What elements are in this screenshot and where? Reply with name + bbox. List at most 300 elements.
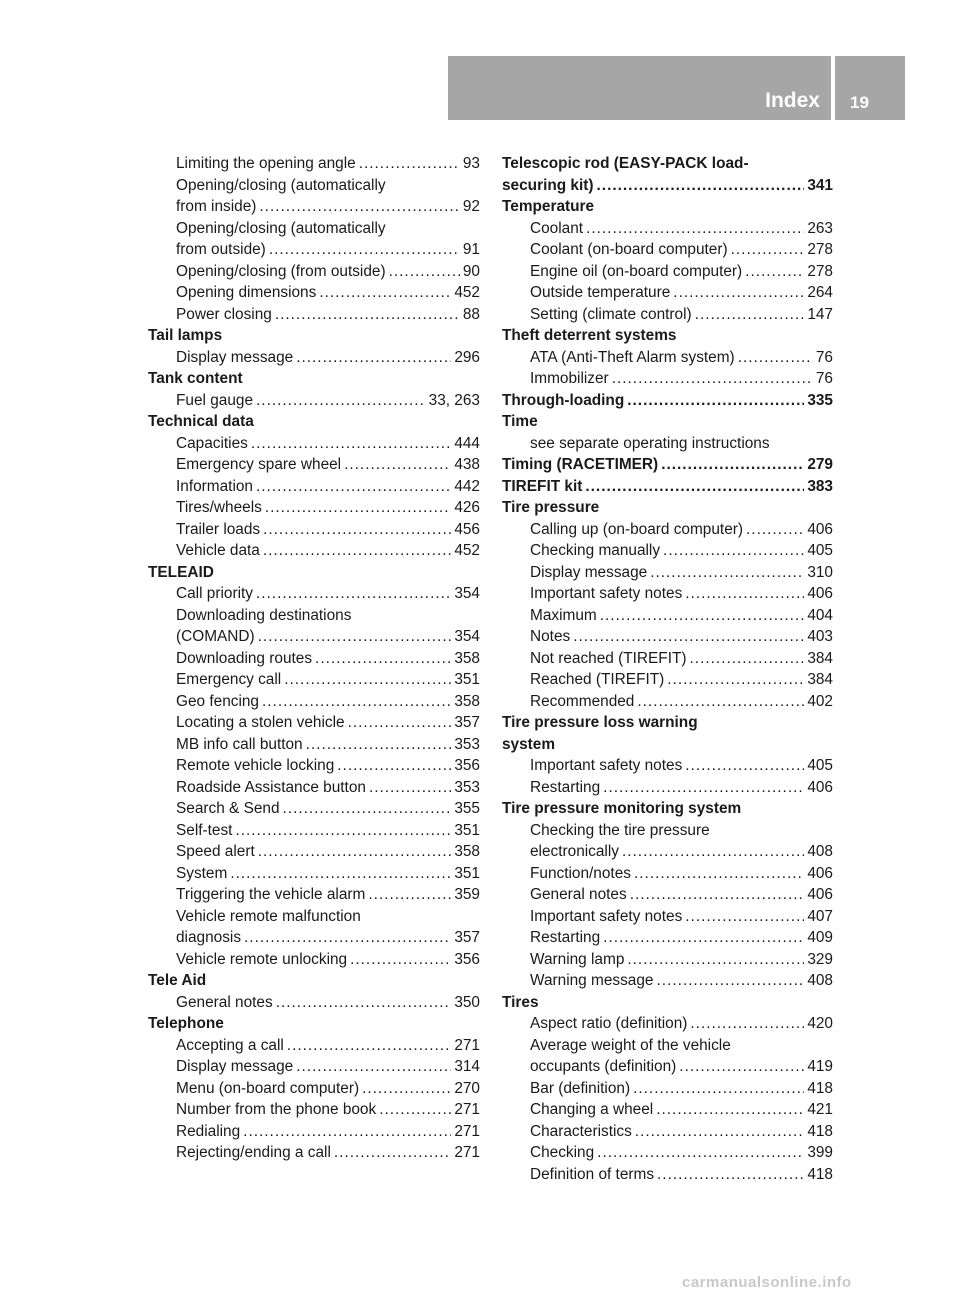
entry-text: Rejecting/ending a call xyxy=(176,1144,331,1161)
entry-text: Vehicle remote malfunction xyxy=(176,907,361,925)
page-reference[interactable]: 357 xyxy=(454,714,480,731)
index-entry xyxy=(502,755,833,777)
index-entry xyxy=(502,605,833,627)
index-entry xyxy=(148,476,480,498)
index-title: Index xyxy=(765,89,820,112)
entry-text: General notes xyxy=(530,886,627,903)
page-reference[interactable]: 406 xyxy=(807,520,833,538)
dot-leader xyxy=(661,454,804,476)
dot-leader xyxy=(685,583,804,605)
index-entry xyxy=(502,777,833,799)
entry-text: Timing (RACETIMER) xyxy=(502,456,659,473)
entry-text: Display message xyxy=(530,563,648,581)
dot-leader xyxy=(235,820,451,842)
entry-text: Limiting the opening angle xyxy=(176,155,356,172)
index-entry xyxy=(502,583,833,605)
index-entry xyxy=(502,1121,833,1143)
entry-text: Technical data xyxy=(148,413,254,430)
dot-leader xyxy=(635,1121,805,1143)
page-reference[interactable]: 407 xyxy=(807,907,833,925)
page-reference[interactable]: 356 xyxy=(454,950,480,968)
entry-text: Telescopic rod (EASY-PACK load- xyxy=(502,155,749,172)
dot-leader xyxy=(597,175,805,197)
index-entry xyxy=(502,261,833,283)
dot-leader xyxy=(263,540,451,562)
entry-text: Downloading destinations xyxy=(176,606,352,624)
entry-text: Downloading routes xyxy=(176,649,313,667)
dot-leader xyxy=(306,734,452,756)
dot-leader xyxy=(634,863,804,885)
page-reference[interactable]: 418 xyxy=(807,1122,833,1140)
index-entry xyxy=(148,282,480,304)
page-reference[interactable]: 354 xyxy=(454,628,480,645)
index-entry xyxy=(148,454,480,476)
page-reference[interactable]: 358 xyxy=(454,692,480,710)
dot-leader xyxy=(348,712,452,734)
dot-leader xyxy=(695,304,805,326)
page-reference[interactable]: 310 xyxy=(807,563,833,581)
page-reference[interactable]: 358 xyxy=(454,843,480,860)
entry-text: Important safety notes xyxy=(530,585,683,602)
index-heading xyxy=(502,411,833,433)
dot-leader xyxy=(600,605,805,627)
entry-text: Tire pressure monitoring system xyxy=(502,800,742,817)
dot-leader xyxy=(362,1078,451,1100)
entry-text: General notes xyxy=(176,993,273,1011)
entry-text: Self-test xyxy=(176,821,233,839)
page-reference[interactable]: 314 xyxy=(454,1058,480,1075)
index-entry xyxy=(148,1035,480,1057)
page-reference[interactable]: 271 xyxy=(454,1122,480,1140)
dot-leader xyxy=(603,927,804,949)
dot-leader xyxy=(256,390,426,412)
page-reference[interactable]: 406 xyxy=(807,864,833,882)
page-reference[interactable]: 408 xyxy=(807,972,833,989)
index-entry xyxy=(148,1142,480,1164)
index-column-left xyxy=(148,153,480,1164)
index-entry xyxy=(148,175,480,197)
page-reference[interactable]: 404 xyxy=(807,606,833,624)
entry-text: Outside temperature xyxy=(530,284,671,301)
page-reference[interactable]: 405 xyxy=(807,757,833,774)
index-entry xyxy=(148,712,480,734)
dot-leader xyxy=(586,218,804,240)
entry-text: Temperature xyxy=(502,198,595,215)
index-entry xyxy=(148,196,480,218)
dot-leader xyxy=(259,196,459,218)
page-reference[interactable]: 419 xyxy=(807,1058,833,1075)
index-entry xyxy=(502,1142,833,1164)
index-entry xyxy=(502,1099,833,1121)
page-reference[interactable]: 33, 263 xyxy=(428,391,480,409)
dot-leader xyxy=(679,1056,804,1078)
page-reference[interactable]: 438 xyxy=(454,456,480,473)
dot-leader xyxy=(359,153,460,175)
index-entry xyxy=(502,820,833,842)
entry-text: Roadside Assistance button xyxy=(176,778,366,796)
entry-text: Characteristics xyxy=(530,1122,632,1140)
entry-text: TELEAID xyxy=(148,563,214,581)
index-entry xyxy=(502,1164,833,1186)
entry-text: Geo fencing xyxy=(176,692,259,710)
entry-text: MB info call button xyxy=(176,735,303,753)
index-entry xyxy=(148,1121,480,1143)
page-reference[interactable]: 357 xyxy=(454,929,480,946)
entry-text: Function/notes xyxy=(530,864,631,882)
dot-leader xyxy=(690,648,805,670)
page-reference[interactable]: 93 xyxy=(462,155,480,172)
index-entry xyxy=(148,1099,480,1121)
entry-text: see separate operating instructions xyxy=(530,434,770,452)
entry-text: Maximum xyxy=(530,606,597,624)
page-reference[interactable]: 147 xyxy=(807,305,833,323)
dot-leader xyxy=(379,1099,451,1121)
index-entry xyxy=(148,648,480,670)
dot-leader xyxy=(275,304,460,326)
entry-text: Immobilizer xyxy=(530,370,609,387)
dot-leader xyxy=(673,282,804,304)
index-entry xyxy=(502,691,833,713)
dot-leader xyxy=(344,454,451,476)
page-reference[interactable]: 421 xyxy=(807,1101,833,1118)
entry-text: Opening/closing (from outside) xyxy=(176,262,386,280)
dot-leader xyxy=(262,691,451,713)
page-reference[interactable]: 456 xyxy=(454,520,480,538)
index-entry xyxy=(148,755,480,777)
entry-text: Reached (TIREFIT) xyxy=(530,671,665,688)
dot-leader xyxy=(685,755,804,777)
dot-leader xyxy=(573,626,804,648)
page-reference[interactable]: 341 xyxy=(807,176,833,194)
entry-text: Power closing xyxy=(176,305,272,323)
entry-text: Restarting xyxy=(530,929,601,946)
entry-text: Checking the tire pressure xyxy=(530,821,710,839)
index-entry xyxy=(502,927,833,949)
index-entry xyxy=(148,626,480,648)
entry-text: Number from the phone book xyxy=(176,1101,377,1118)
index-heading xyxy=(148,970,480,992)
page-reference[interactable]: 406 xyxy=(807,778,833,796)
index-entry xyxy=(148,347,480,369)
entry-text: Redialing xyxy=(176,1122,241,1140)
dot-leader xyxy=(269,239,460,261)
page-reference[interactable]: 359 xyxy=(454,886,480,903)
dot-leader xyxy=(746,519,804,541)
dot-leader xyxy=(656,1099,804,1121)
page-reference[interactable]: 271 xyxy=(454,1036,480,1054)
dot-leader xyxy=(244,927,451,949)
index-heading xyxy=(148,325,480,347)
page-reference[interactable]: 296 xyxy=(454,348,480,366)
dot-leader xyxy=(283,798,452,820)
dot-leader xyxy=(663,540,804,562)
dot-leader xyxy=(251,433,451,455)
index-entry xyxy=(502,368,833,390)
page-reference[interactable]: 356 xyxy=(454,757,480,774)
page-reference[interactable]: 264 xyxy=(807,284,833,301)
index-heading xyxy=(148,411,480,433)
dot-leader xyxy=(284,669,451,691)
dot-leader xyxy=(657,1164,804,1186)
header-divider xyxy=(831,56,835,120)
entry-text: Locating a stolen vehicle xyxy=(176,714,345,731)
page-reference[interactable]: 351 xyxy=(454,864,480,882)
entry-text: Emergency call xyxy=(176,671,282,688)
page-reference[interactable]: 442 xyxy=(454,477,480,495)
index-entry xyxy=(502,239,833,261)
dot-leader xyxy=(350,949,451,971)
dot-leader xyxy=(612,368,813,390)
entry-text: Information xyxy=(176,477,253,495)
dot-leader xyxy=(256,476,451,498)
entry-text: Coolant xyxy=(530,219,584,237)
dot-leader xyxy=(667,669,804,691)
index-heading xyxy=(502,798,833,820)
entry-text: Tank content xyxy=(148,370,243,387)
index-entry xyxy=(148,519,480,541)
index-entry xyxy=(502,1013,833,1035)
page-reference[interactable]: 351 xyxy=(454,821,480,839)
index-entry xyxy=(148,691,480,713)
dot-leader xyxy=(287,1035,452,1057)
index-entry xyxy=(502,433,833,455)
entry-text: Display message xyxy=(176,1058,294,1075)
page-reference[interactable]: 403 xyxy=(807,628,833,645)
page-reference[interactable]: 279 xyxy=(807,456,833,473)
entry-text: from inside) xyxy=(176,198,257,215)
entry-text: Checking manually xyxy=(530,542,661,559)
entry-text: Tire pressure loss warning xyxy=(502,714,698,731)
page-reference[interactable]: 444 xyxy=(454,434,480,452)
dot-leader xyxy=(389,261,460,283)
entry-text: Important safety notes xyxy=(530,757,683,774)
page-reference[interactable]: 384 xyxy=(807,649,833,667)
page-reference[interactable]: 278 xyxy=(807,241,833,258)
index-entry xyxy=(148,669,480,691)
page-reference[interactable]: 408 xyxy=(807,843,833,860)
dot-leader xyxy=(627,949,804,971)
index-entry xyxy=(148,390,480,412)
dot-leader xyxy=(630,884,805,906)
index-heading xyxy=(502,175,833,197)
header-bar xyxy=(448,56,905,120)
entry-text: Trailer loads xyxy=(176,520,261,538)
entry-text: electronically xyxy=(530,843,619,860)
dot-leader xyxy=(296,347,451,369)
entry-text: Average weight of the vehicle xyxy=(530,1036,731,1054)
index-entry xyxy=(148,992,480,1014)
dot-leader xyxy=(745,261,804,283)
page-reference[interactable]: 329 xyxy=(807,950,833,968)
page-reference[interactable]: 76 xyxy=(815,348,833,366)
index-entry xyxy=(148,433,480,455)
dot-leader xyxy=(738,347,813,369)
page-reference[interactable]: 405 xyxy=(807,542,833,559)
index-entry xyxy=(502,841,833,863)
entry-text: occupants (definition) xyxy=(530,1058,677,1075)
entry-text: Important safety notes xyxy=(530,907,683,925)
page-reference[interactable]: 384 xyxy=(807,671,833,688)
page-reference[interactable]: 353 xyxy=(454,778,480,796)
index-column-right xyxy=(502,153,833,1185)
page-reference[interactable]: 76 xyxy=(815,370,833,387)
page-reference[interactable]: 409 xyxy=(807,929,833,946)
page-reference[interactable]: 92 xyxy=(462,198,480,215)
entry-text: Speed alert xyxy=(176,843,255,860)
dot-leader xyxy=(585,476,804,498)
index-entry xyxy=(148,798,480,820)
page-reference[interactable]: 402 xyxy=(807,692,833,710)
index-heading xyxy=(502,325,833,347)
dot-leader xyxy=(650,562,804,584)
entry-text: Display message xyxy=(176,348,294,366)
index-entry xyxy=(502,863,833,885)
entry-text: Tires/wheels xyxy=(176,499,262,516)
page-reference[interactable]: 420 xyxy=(807,1015,833,1032)
entry-text: Restarting xyxy=(530,778,601,796)
index-entry xyxy=(148,863,480,885)
entry-text: Remote vehicle locking xyxy=(176,757,335,774)
entry-text: Tele Aid xyxy=(148,972,207,989)
page-reference[interactable]: 271 xyxy=(454,1101,480,1118)
dot-leader xyxy=(633,1078,804,1100)
page-reference[interactable]: 350 xyxy=(454,993,480,1011)
page-reference[interactable]: 426 xyxy=(454,499,480,516)
entry-text: Theft deterrent systems xyxy=(502,327,677,344)
index-entry xyxy=(148,1078,480,1100)
page-reference[interactable]: 270 xyxy=(454,1079,480,1097)
entry-text: Accepting a call xyxy=(176,1036,284,1054)
page-reference[interactable]: 263 xyxy=(807,219,833,237)
index-entry xyxy=(502,669,833,691)
entry-text: Time xyxy=(502,413,538,430)
entry-text: system xyxy=(502,735,556,753)
index-entry xyxy=(148,153,480,175)
index-entry xyxy=(148,949,480,971)
page-reference[interactable]: 278 xyxy=(807,262,833,280)
index-entry xyxy=(148,734,480,756)
index-entry xyxy=(502,282,833,304)
dot-leader xyxy=(243,1121,451,1143)
entry-text: ATA (Anti-Theft Alarm system) xyxy=(530,348,735,366)
index-entry xyxy=(148,239,480,261)
entry-text: from outside) xyxy=(176,241,266,258)
page-reference[interactable]: 383 xyxy=(807,477,833,495)
page-reference[interactable]: 271 xyxy=(454,1144,480,1161)
entry-text: Warning message xyxy=(530,972,654,989)
page-reference[interactable]: 88 xyxy=(462,305,480,323)
index-entry xyxy=(148,540,480,562)
entry-text: TIREFIT kit xyxy=(502,477,583,495)
index-heading xyxy=(502,712,833,734)
index-heading xyxy=(502,992,833,1014)
dot-leader xyxy=(256,583,451,605)
entry-text: Warning lamp xyxy=(530,950,625,968)
dot-leader xyxy=(337,755,451,777)
index-entry xyxy=(502,1056,833,1078)
page-reference[interactable]: 353 xyxy=(454,735,480,753)
entry-text: (COMAND) xyxy=(176,628,255,645)
index-entry xyxy=(148,1056,480,1078)
page-reference[interactable]: 452 xyxy=(454,284,480,301)
page-reference[interactable]: 90 xyxy=(462,262,480,280)
entry-text: Opening/closing (automatically xyxy=(176,219,386,237)
index-entry xyxy=(148,497,480,519)
index-heading xyxy=(502,153,833,175)
entry-text: Emergency spare wheel xyxy=(176,456,342,473)
dot-leader xyxy=(690,1013,804,1035)
entry-text: Checking xyxy=(530,1144,595,1161)
page-reference[interactable]: 418 xyxy=(807,1079,833,1097)
page-reference[interactable]: 351 xyxy=(454,671,480,688)
page-number: 19 xyxy=(850,93,869,112)
entry-text: Vehicle data xyxy=(176,542,260,559)
entry-text: Tail lamps xyxy=(148,327,223,344)
page-reference[interactable]: 355 xyxy=(454,800,480,817)
page-reference[interactable]: 406 xyxy=(807,585,833,602)
index-entry xyxy=(502,1035,833,1057)
entry-text: Vehicle remote unlocking xyxy=(176,950,348,968)
page-reference[interactable]: 358 xyxy=(454,649,480,667)
index-entry xyxy=(148,261,480,283)
entry-text: Recommended xyxy=(530,692,635,710)
entry-text: Call priority xyxy=(176,585,253,602)
entry-text: Capacities xyxy=(176,434,248,452)
index-heading xyxy=(502,476,833,498)
index-heading xyxy=(148,368,480,390)
dot-leader xyxy=(265,497,451,519)
entry-text: Fuel gauge xyxy=(176,391,254,409)
entry-text: Menu (on-board computer) xyxy=(176,1079,360,1097)
index-entry xyxy=(148,218,480,240)
index-entry xyxy=(502,970,833,992)
watermark: carmanualsonline.info xyxy=(682,1274,852,1291)
page-reference[interactable]: 335 xyxy=(807,391,833,409)
dot-leader xyxy=(603,777,804,799)
index-entry xyxy=(502,884,833,906)
dot-leader xyxy=(276,992,452,1014)
entry-text: Engine oil (on-board computer) xyxy=(530,262,743,280)
entry-text: Aspect ratio (definition) xyxy=(530,1015,688,1032)
index-entry xyxy=(502,1078,833,1100)
dot-leader xyxy=(622,841,804,863)
dot-leader xyxy=(263,519,451,541)
index-entry xyxy=(148,583,480,605)
entry-text: System xyxy=(176,864,228,882)
dot-leader xyxy=(627,390,804,412)
entry-text: Notes xyxy=(530,628,571,645)
dot-leader xyxy=(230,863,451,885)
entry-text: Tires xyxy=(502,993,539,1011)
dot-leader xyxy=(656,970,804,992)
page-reference[interactable]: 452 xyxy=(454,542,480,559)
page-reference[interactable]: 418 xyxy=(807,1165,833,1183)
entry-text: Coolant (on-board computer) xyxy=(530,241,728,258)
dot-leader xyxy=(319,282,451,304)
index-entry xyxy=(502,304,833,326)
page-reference[interactable]: 91 xyxy=(462,241,480,258)
page-reference[interactable]: 354 xyxy=(454,585,480,602)
dot-leader xyxy=(731,239,805,261)
entry-text: Not reached (TIREFIT) xyxy=(530,649,687,667)
index-heading xyxy=(502,734,833,756)
index-entry xyxy=(502,626,833,648)
index-heading xyxy=(502,390,833,412)
page-reference[interactable]: 406 xyxy=(807,886,833,903)
page-reference[interactable]: 399 xyxy=(807,1144,833,1161)
dot-leader xyxy=(334,1142,451,1164)
index-entry xyxy=(148,777,480,799)
